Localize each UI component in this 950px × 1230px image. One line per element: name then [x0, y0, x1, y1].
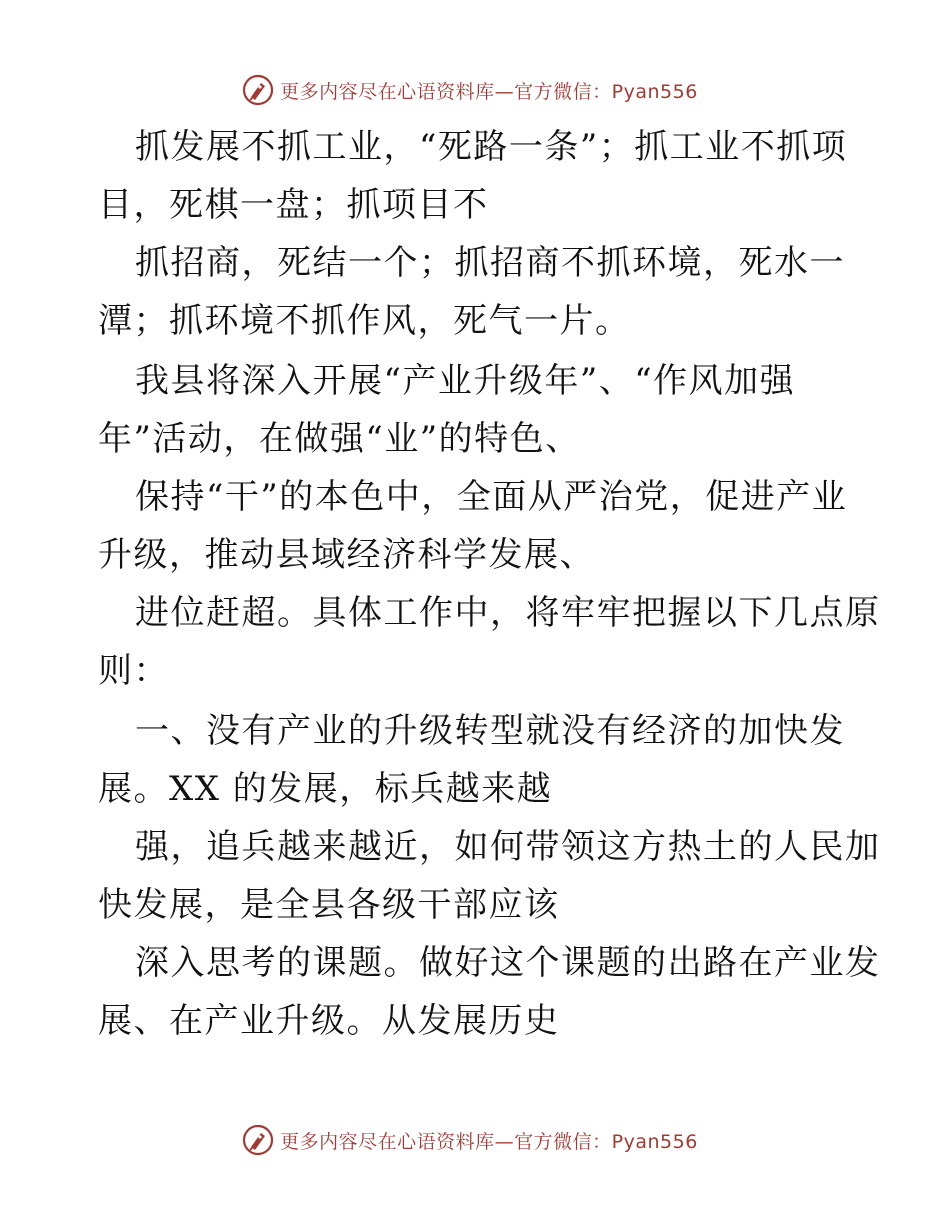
pen-nib-seal-icon — [242, 1124, 274, 1156]
paragraph-line: 目，死棋一盘；抓项目不 — [98, 185, 489, 225]
header-watermark-banner — [0, 70, 950, 110]
paragraph-line: 抓招商，死结一个；抓招商不抓环境，死水一 — [135, 243, 845, 283]
pen-nib-seal-icon — [242, 74, 274, 106]
footer-watermark-text: 更多内容尽在心语资料库—官方微信：Pyan556 — [280, 1130, 698, 1153]
paragraph-line: 展。XX 的发展，标兵越来越 — [98, 769, 553, 809]
paragraph-line: 深入思考的课题。做好这个课题的出路在产业发 — [135, 943, 881, 983]
paragraph-line: 一、没有产业的升级转型就没有经济的加快发 — [135, 711, 845, 751]
footer-watermark-content — [242, 1124, 698, 1156]
paragraph-line: 强，追兵越来越近，如何带领这方热土的人民加 — [135, 827, 881, 867]
paragraph-line: 升级，推动县域经济科学发展、 — [98, 535, 595, 575]
paragraph-line: 则： — [98, 651, 169, 691]
header-watermark-text: 更多内容尽在心语资料库—官方微信：Pyan556 — [280, 80, 698, 103]
paragraph-line: 潭；抓环境不抓作风，死气一片。 — [98, 301, 631, 341]
paragraph-line: 展、在产业升级。从发展历史 — [98, 1001, 560, 1041]
paragraph-line: 抓发展不抓工业，“死路一条”；抓工业不抓项 — [135, 127, 848, 167]
paragraph-line: 快发展，是全县各级干部应该 — [98, 885, 560, 925]
paragraph-line: 我县将深入开展“产业升级年”、“作风加强 — [135, 361, 796, 401]
paragraph-line: 进位赶超。具体工作中，将牢牢把握以下几点原 — [135, 593, 881, 633]
paragraph-line: 保持“干”的本色中，全面从严治党，促进产业 — [135, 477, 848, 517]
footer-watermark-banner — [0, 1120, 950, 1160]
header-watermark-content — [242, 74, 698, 106]
paragraph-line: 年”活动，在做强“业”的特色、 — [98, 419, 581, 459]
